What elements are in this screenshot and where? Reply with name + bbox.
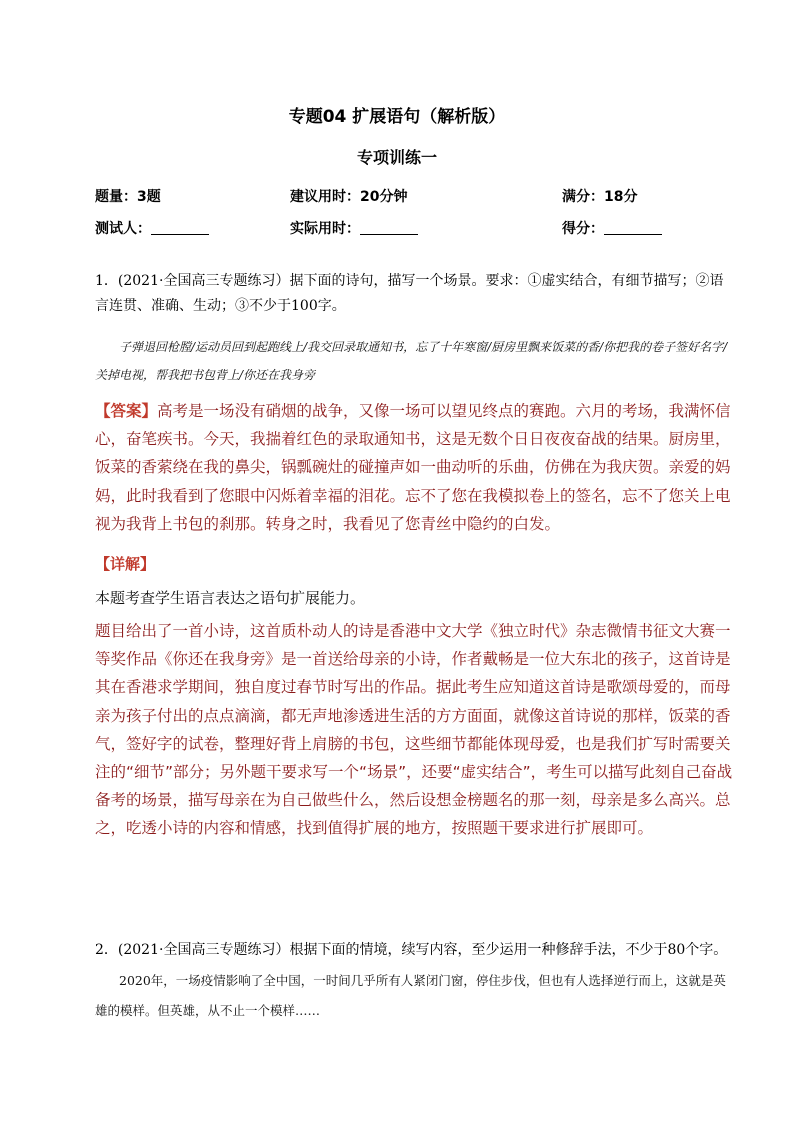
tester-field <box>95 218 209 238</box>
score-blank[interactable] <box>604 221 662 235</box>
question-2-scenario: 2020年，一场疫情影响了全中国，一时间几乎所有人紧闭门窗，停住步伐，但也有人选择逆行而上，这就是英雄的模样。但英雄，从不止一个模样…… <box>95 973 726 1018</box>
detail-tag: 【详解】 <box>95 555 156 573</box>
tester-label: 测试人： <box>95 221 151 237</box>
full-score: 满分：18分 <box>562 189 638 205</box>
question-1-prompt: 1．(2021·全国高三专题练习）据下面的诗句，描写一个场景。要求：①虚实结合，有细节描写；②语言连贯、准确、生动；③不少于100字。 <box>95 273 724 314</box>
detail-body: 题目给出了一首小诗，这首质朴动人的诗是香港中文大学《独立时代》杂志微情书征文大赛一等奖作品《你还在我身旁》是一首送给母亲的小诗，作者戴畅是一位大东北的孩子，这首诗是其在香港求学期间，独自度过春节时写出的作品。据此考生应知道这首诗是歌颂母爱的，而母亲为孩子付出的点点滴滴，都无声地渗透进生活的方方面面，就像这首诗说的那样，饭菜的香气，签好字的试卷，整理好背上肩膀的书包，这些细节都能体现母爱，也是我们扩写时需要关注的“细节”部分；另外题干要求写一个“场景”，还要“虚实结合”，考生可以描写此刻自己奋战备考的场景，描写母亲在为自己做些什么，然后设想金榜题名的那一刻，母亲是多么高兴。总之，吃透小诗的内容和情感，找到值得扩展的地方，按照题干要求进行扩展即可。 <box>95 622 733 838</box>
detail-intro: 本题考查学生语言表达之语句扩展能力。 <box>95 589 366 607</box>
question-1-poem: 子弹退回枪膛/运动员回到起跑线上/我交回录取通知书，忘了十年寒窗/厨房里飘来饭菜的香/你把我的卷子签好名字/关掉电视，帮我把书包背上/你还在我身旁 <box>95 340 728 382</box>
question-2-prompt: 2．(2021·全国高三专题练习）根据下面的情境，续写内容，至少运用一种修辞手法，不少于80个字。 <box>95 942 728 958</box>
actual-time-blank[interactable] <box>360 221 418 235</box>
document-subtitle: 专项训练一 <box>356 148 437 167</box>
question-1-answer <box>95 397 740 538</box>
document-title: 专题04 扩展语句（解析版） <box>288 107 506 127</box>
actual-time-label: 实际用时： <box>290 221 360 237</box>
suggested-time: 建议用时：20分钟 <box>290 189 408 205</box>
actual-time-field <box>290 218 418 238</box>
tester-blank[interactable] <box>151 221 209 235</box>
answer-tag: 【答案】 <box>95 402 158 420</box>
answer-text: 高考是一场没有硝烟的战争，又像一场可以望见终点的赛跑。六月的考场，我满怀信心，奋笔疾书。今天，我揣着红色的录取通知书，这是无数个日日夜夜奋战的结果。厨房里，饭菜的香萦绕在我的鼻尖，锅瓢碗灶的碰撞声如一曲动听的乐曲，仿佛在为我庆贺。亲爱的妈妈，此时我看到了您眼中闪烁着幸福的泪花。忘不了您在我模拟卷上的签名，忘不了您关上电视为我背上书包的刹那。转身之时，我看见了您青丝中隐约的白发。 <box>95 402 731 533</box>
score-field <box>562 218 662 238</box>
score-label: 得分： <box>562 221 604 237</box>
question-count: 题量：3题 <box>95 189 161 205</box>
